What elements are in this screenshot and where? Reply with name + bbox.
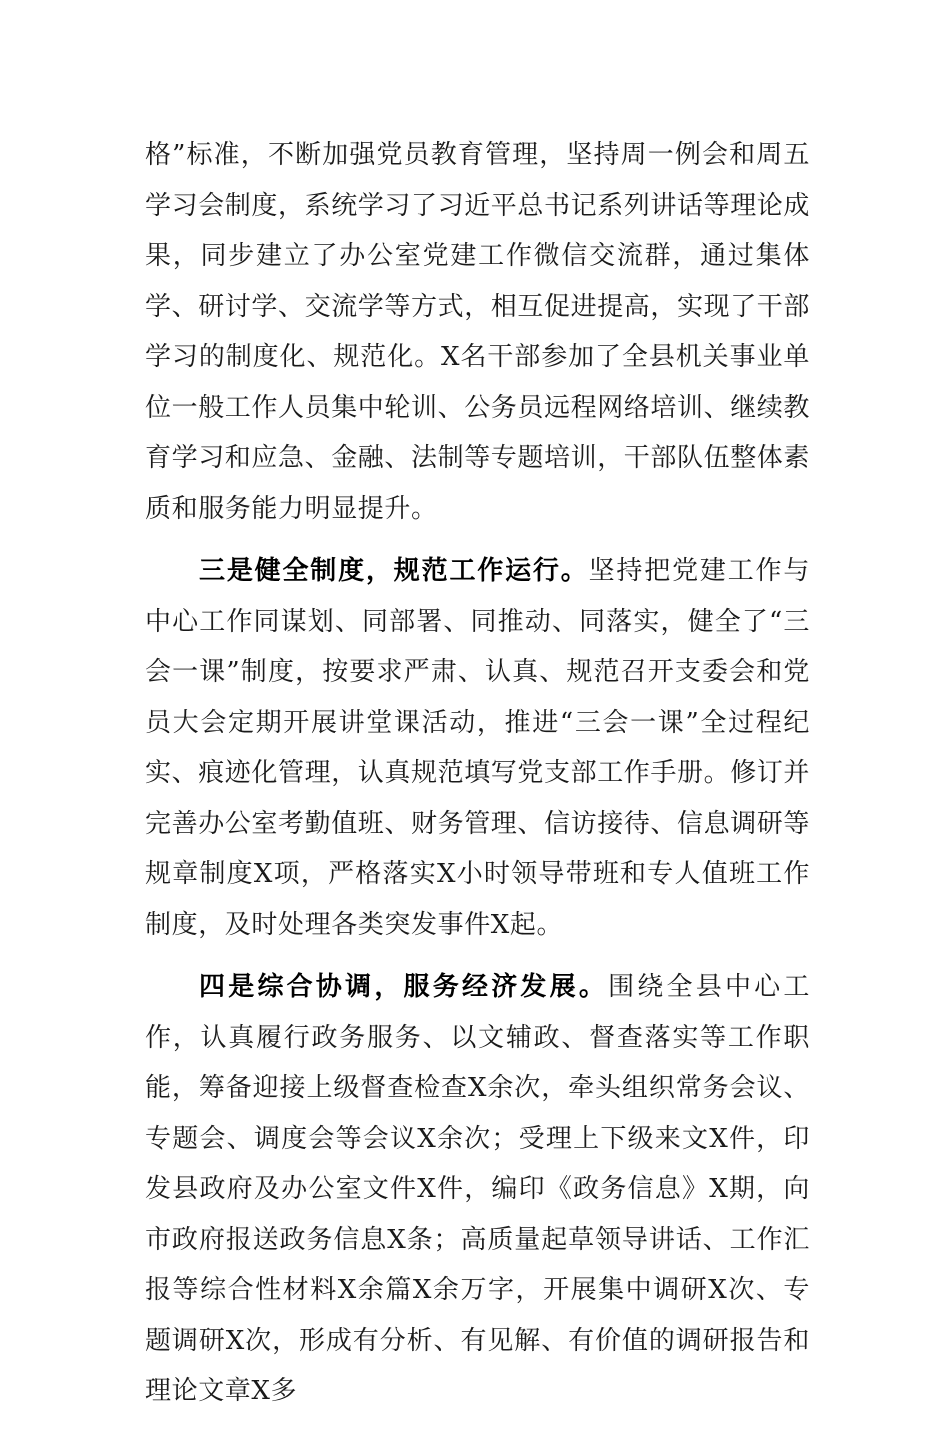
paragraph-2-heading: 三是健全制度，规范工作运行。 [199,556,589,586]
paragraph-continuation [145,130,810,534]
document-body [145,130,810,1429]
paragraph-3-text: 围绕全县中心工作，认真履行政务服务、以文辅政、督查落实等工作职能，筹备迎接上级督查检查X余次，牵头组织常务会议、专题会、调度会等会议X余次；受理上下级来文X件，印发县政府及办公室文件X件，编印《政务信息》X期，向市政府报送政务信息X条；高质量起草领导讲话、工作汇报等综合性材料X余篇X余万字，开展集中调研X次、专题调研X次，形成有分析、有见解、有价值的调研报告和理论文章X多 [145,972,810,1406]
paragraph-3-heading: 四是综合协调，服务经济发展。 [199,972,609,1002]
paragraph-three-sound-system [145,546,810,950]
paragraph-four-coordination [145,962,810,1417]
paragraph-2-text: 坚持把党建工作与中心工作同谋划、同部署、同推动、同落实，健全了“三会一课”制度，按要求严肃、认真、规范召开支委会和党员大会定期开展讲堂课活动，推进“三会一课”全过程纪实、痕迹化管理，认真规范填写党支部工作手册。修订并完善办公室考勤值班、财务管理、信访接待、信息调研等规章制度X项，严格落实X小时领导带班和专人值班工作制度，及时处理各类突发事件X起。 [145,556,811,940]
paragraph-1-text: 格”标准，不断加强党员教育管理，坚持周一例会和周五学习会制度，系统学习了习近平总书记系列讲话等理论成果，同步建立了办公室党建工作微信交流群，通过集体学、研讨学、交流学等方式，相互促进提高，实现了干部学习的制度化、规范化。X名干部参加了全县机关事业单位一般工作人员集中轮训、公务员远程网络培训、继续教育学习和应急、金融、法制等专题培训，干部队伍整体素质和服务能力明显提升。 [145,140,811,524]
